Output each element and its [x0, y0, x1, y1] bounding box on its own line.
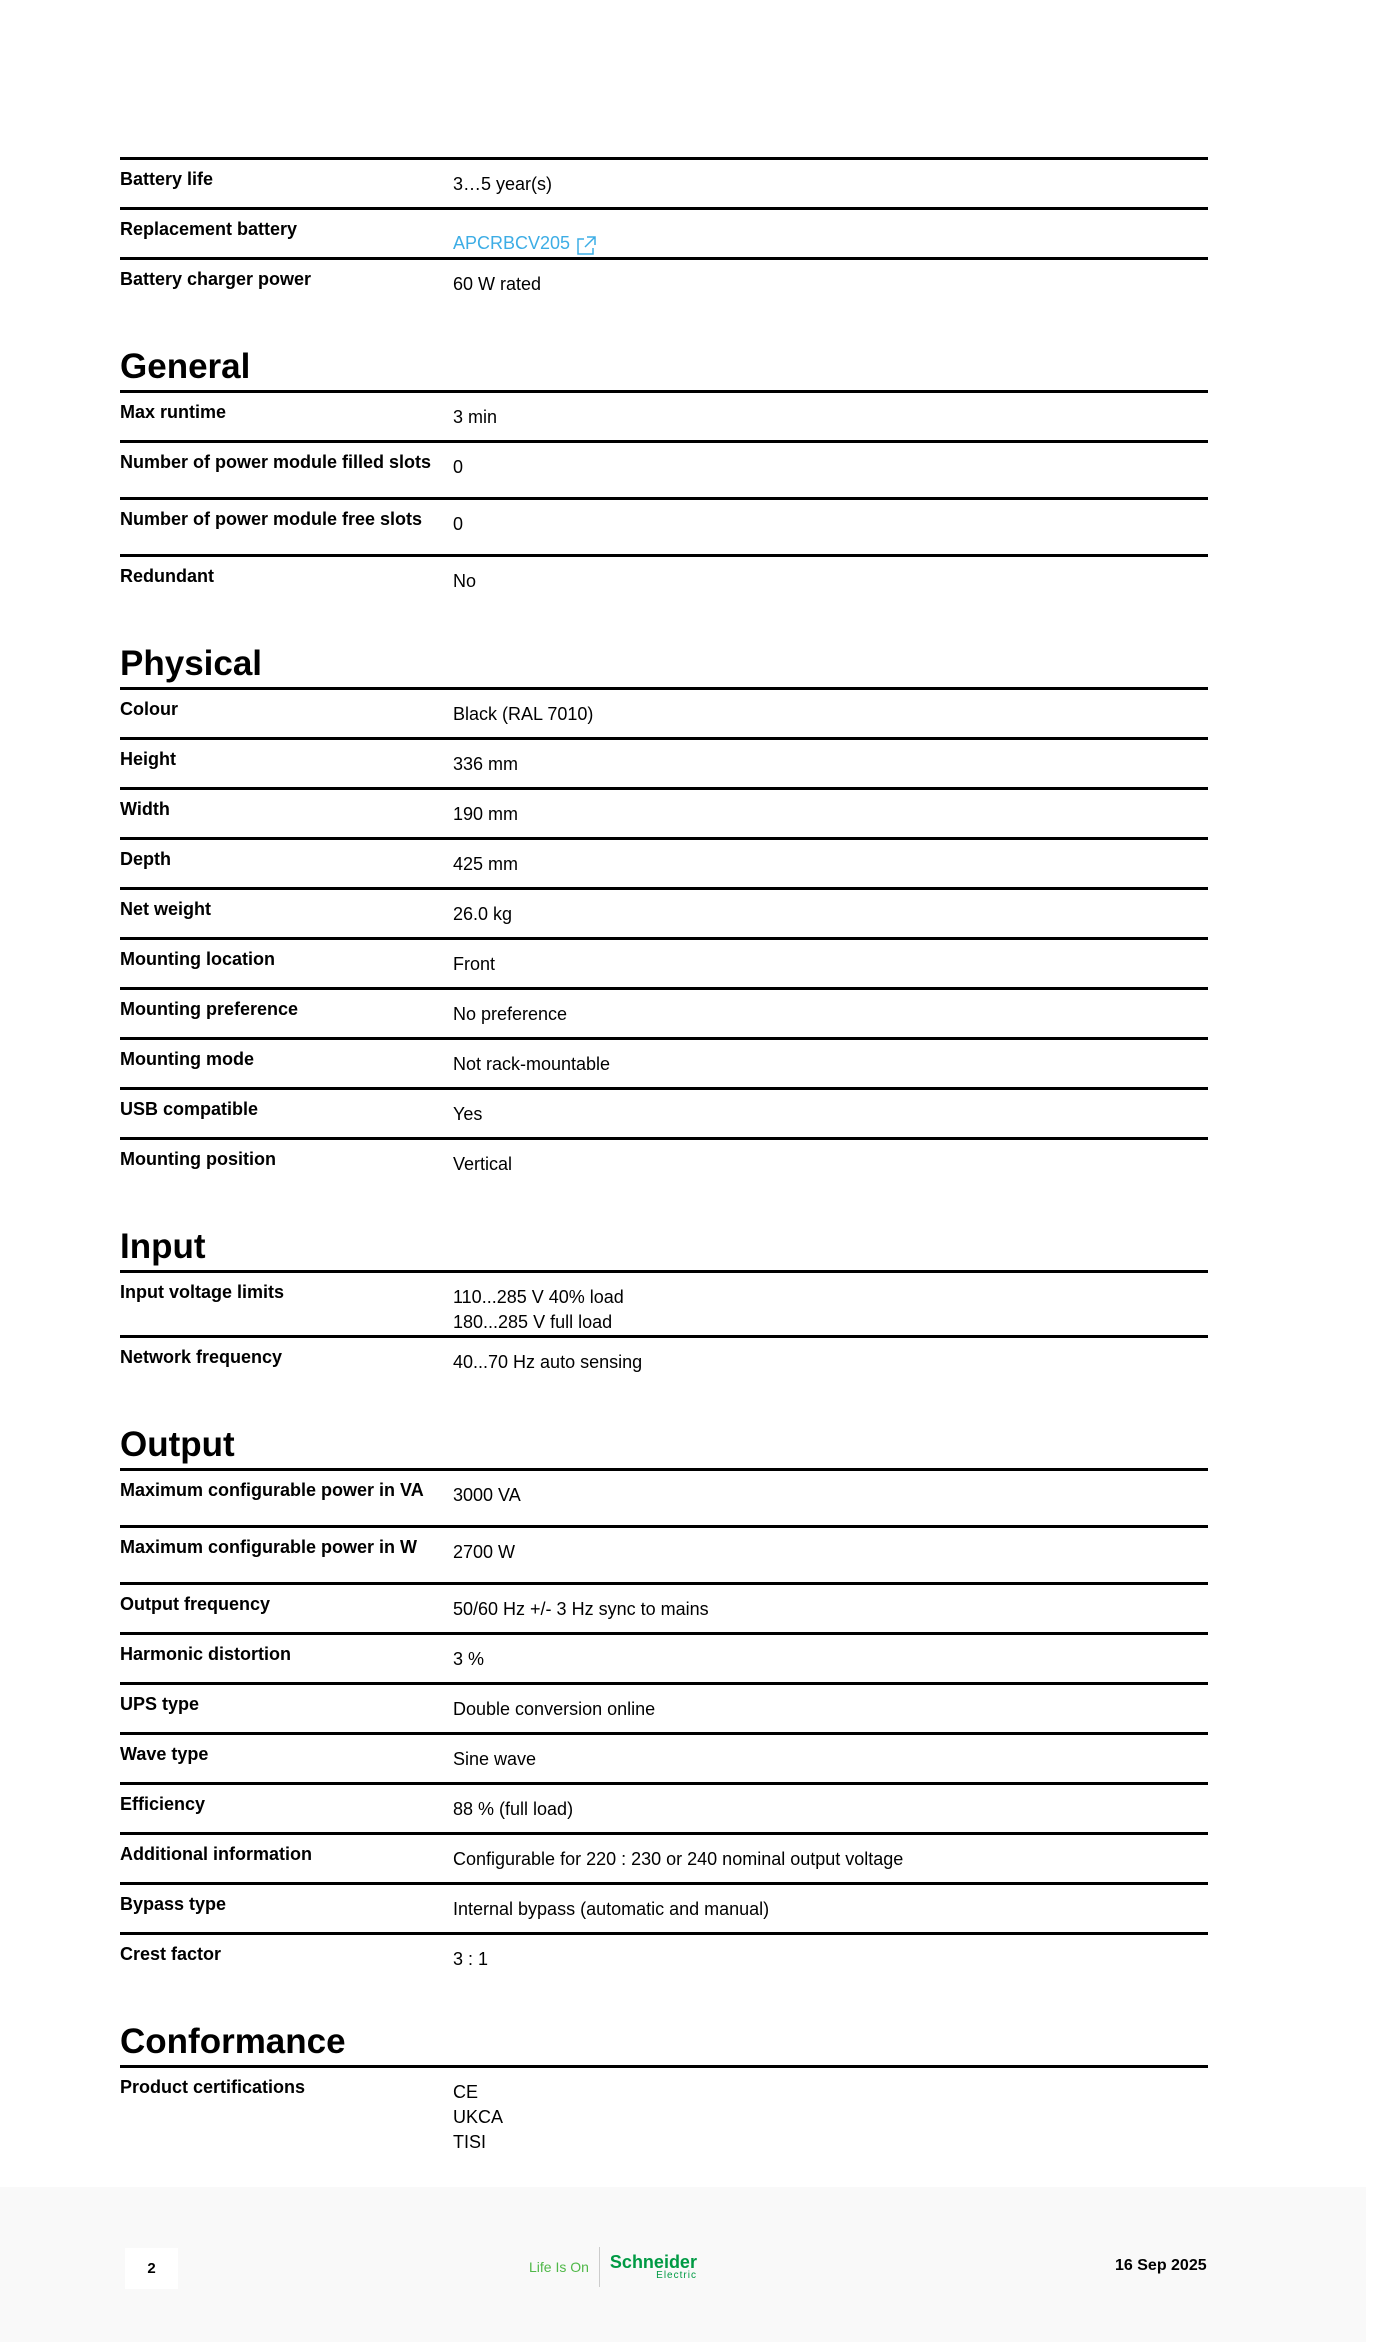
value-line: Internal bypass (automatic and manual) [453, 1899, 770, 1919]
replacement-battery-link[interactable] [453, 222, 596, 256]
table-row [120, 1682, 1208, 1732]
spec-label: Width [120, 799, 170, 819]
spec-label: Output frequency [120, 1594, 271, 1614]
spec-label: Mounting mode [120, 1049, 254, 1069]
value-line: No [453, 571, 477, 591]
table-row [120, 1732, 1208, 1782]
spec-value [453, 1644, 1208, 1682]
value-line: Double conversion online [453, 1699, 656, 1719]
value-line: 180...285 V full load [453, 1312, 613, 1332]
spec-label: Additional information [120, 1844, 312, 1864]
spec-label: Replacement battery [120, 219, 298, 239]
spec-value [453, 2077, 1208, 2155]
table-row [120, 2065, 1208, 2155]
table-row [120, 1137, 1208, 1187]
spec-label: Battery charger power [120, 269, 312, 289]
spec-label: Input voltage limits [120, 1282, 285, 1302]
value-line: 3 : 1 [453, 1949, 489, 1969]
table-row [120, 937, 1208, 987]
table-row [120, 1832, 1208, 1882]
spec-value [453, 1594, 1208, 1632]
value-line: Configurable for 220 : 230 or 240 nominal output voltage [453, 1849, 904, 1869]
brand-name: Schneider [609, 2252, 697, 2272]
spec-label: Max runtime [120, 402, 227, 422]
spec-label: Efficiency [120, 1794, 206, 1814]
spec-value [453, 566, 1208, 604]
spec-value [453, 1894, 1208, 1932]
schneider-logo [529, 2242, 697, 2292]
table-row [120, 554, 1208, 604]
spec-label: Product certifications [120, 2077, 306, 2097]
section-title: Physical [120, 644, 263, 683]
value-line: UKCA [453, 2107, 504, 2127]
value-line: No preference [453, 1004, 568, 1024]
table-row [120, 1882, 1208, 1932]
spec-value [453, 1282, 1208, 1335]
table-row [120, 1037, 1208, 1087]
spec-value [453, 999, 1208, 1037]
spec-content [120, 157, 1208, 2155]
spec-value [453, 509, 1208, 554]
spec-label: Mounting position [120, 1149, 276, 1169]
table-row [120, 1468, 1208, 1525]
value-line: 2700 W [453, 1542, 516, 1562]
spec-value [453, 269, 1208, 307]
value-line: 88 % (full load) [453, 1799, 574, 1819]
spec-value [453, 169, 1208, 207]
spec-label: Harmonic distortion [120, 1644, 292, 1664]
section-title: Output [120, 1425, 235, 1464]
spec-label: Network frequency [120, 1347, 283, 1367]
value-line: 3 % [453, 1649, 485, 1669]
table-row [120, 207, 1208, 257]
spec-value [453, 899, 1208, 937]
table-row [120, 987, 1208, 1037]
section-title: Input [120, 1227, 206, 1266]
spec-label: Crest factor [120, 1944, 222, 1964]
spec-value [453, 699, 1208, 737]
spec-label: UPS type [120, 1694, 200, 1714]
table-row [120, 440, 1208, 497]
spec-value [453, 1480, 1208, 1525]
value-line: 336 mm [453, 754, 519, 774]
value-line: 40...70 Hz auto sensing [453, 1352, 643, 1372]
value-line: 0 [453, 514, 464, 534]
table-row [120, 497, 1208, 554]
table-row [120, 257, 1208, 307]
value-line: Front [453, 954, 496, 974]
spec-label: Number of power module filled slots [120, 452, 432, 472]
section-title: General [120, 347, 251, 386]
spec-value [453, 452, 1208, 497]
link-text[interactable]: APCRBCV205 [453, 233, 571, 253]
value-line: Vertical [453, 1154, 513, 1174]
spec-label: Colour [120, 699, 178, 719]
spec-label: Battery life [120, 169, 214, 189]
table-row [120, 390, 1208, 440]
table-row [120, 1632, 1208, 1682]
value-line: Sine wave [453, 1749, 537, 1769]
spec-value [453, 1537, 1208, 1582]
spec-value [453, 949, 1208, 987]
value-line: TISI [453, 2132, 487, 2152]
spec-label: Redundant [120, 566, 214, 586]
spec-value [453, 1744, 1208, 1782]
value-line: Yes [453, 1104, 483, 1124]
table-row [120, 1087, 1208, 1137]
table-row [120, 1582, 1208, 1632]
spec-label: Maximum configurable power in VA [120, 1480, 424, 1500]
value-line: 110...285 V 40% load [453, 1287, 624, 1307]
spec-label: Net weight [120, 899, 212, 919]
value-line: 60 W rated [453, 274, 542, 294]
spec-value [453, 799, 1208, 837]
value-line: Black (RAL 7010) [453, 704, 594, 724]
value-line: Not rack-mountable [453, 1054, 611, 1074]
spec-label: Height [120, 749, 176, 769]
tagline: Life Is On [529, 2247, 600, 2287]
value-line: 425 mm [453, 854, 519, 874]
page-footer [0, 2187, 1366, 2342]
spec-label: Number of power module free slots [120, 509, 423, 529]
value-line: CE [453, 2082, 479, 2102]
external-link-icon[interactable] [576, 236, 596, 256]
table-row [120, 887, 1208, 937]
table-row [120, 1270, 1208, 1335]
value-line: 50/60 Hz +/- 3 Hz sync to mains [453, 1599, 709, 1619]
spec-value [453, 849, 1208, 887]
value-line: 26.0 kg [453, 904, 513, 924]
page-number: 2 [125, 2248, 178, 2289]
table-row [120, 737, 1208, 787]
spec-value [453, 749, 1208, 787]
spec-value [453, 219, 1208, 257]
spec-label: Mounting location [120, 949, 275, 969]
document-date: 16 Sep 2025 [1115, 2257, 1207, 2274]
spec-value [453, 1694, 1208, 1732]
value-line: 190 mm [453, 804, 519, 824]
spec-value [453, 1149, 1208, 1187]
spec-value [453, 402, 1208, 440]
spec-value [453, 1049, 1208, 1087]
value-line: 3000 VA [453, 1485, 521, 1505]
table-row [120, 1932, 1208, 1982]
spec-label: Bypass type [120, 1894, 227, 1914]
spec-label: Depth [120, 849, 171, 869]
brand-sub: Electric [656, 2270, 697, 2281]
table-row [120, 837, 1208, 887]
value-line: 3 min [453, 407, 498, 427]
spec-value [453, 1794, 1208, 1832]
table-row [120, 1525, 1208, 1582]
spec-label: Mounting preference [120, 999, 299, 1019]
value-line: 3…5 year(s) [453, 174, 553, 194]
spec-label: Wave type [120, 1744, 209, 1764]
spec-value [453, 1944, 1208, 1982]
table-row [120, 1782, 1208, 1832]
table-row [120, 787, 1208, 837]
spec-value [453, 1099, 1208, 1137]
spec-value [453, 1844, 1208, 1882]
table-row [120, 687, 1208, 737]
value-line: 0 [453, 457, 464, 477]
section-title: Conformance [120, 2022, 346, 2061]
spec-label: USB compatible [120, 1099, 259, 1119]
table-row [120, 1335, 1208, 1385]
table-row [120, 157, 1208, 207]
spec-label: Maximum configurable power in W [120, 1537, 418, 1557]
spec-value [453, 1347, 1208, 1385]
